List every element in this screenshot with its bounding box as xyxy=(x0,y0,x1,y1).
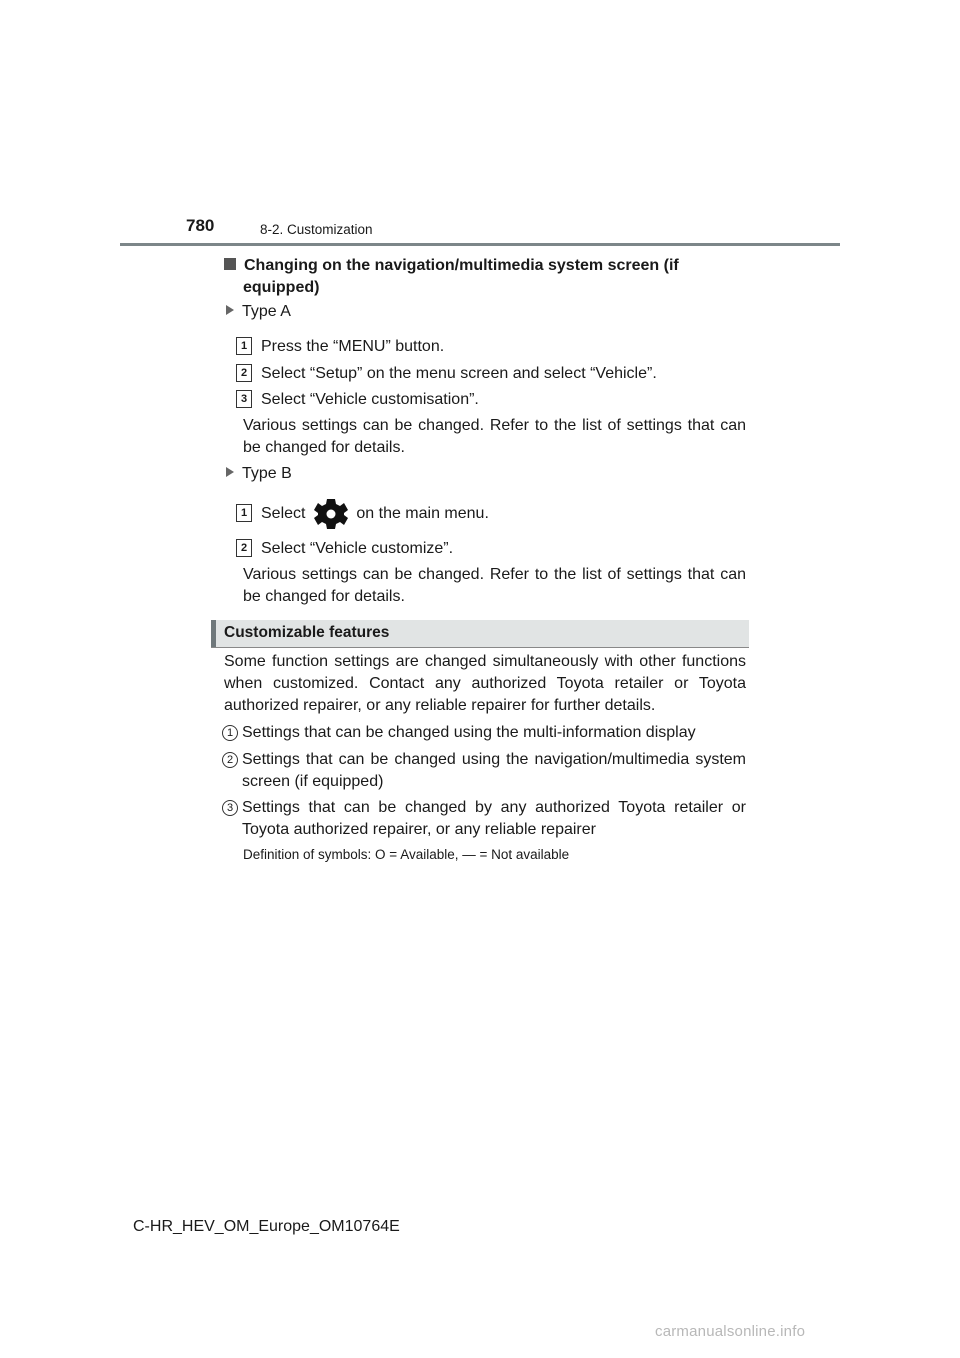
triangle-bullet-icon xyxy=(226,305,234,315)
step-text-after: on the main menu. xyxy=(356,505,489,523)
feature-item-2 xyxy=(222,749,746,793)
type-b-step-2 xyxy=(236,538,453,560)
type-b-label xyxy=(226,465,292,483)
feature-item-text: Settings that can be changed using the navigation/multimedia system screen (if equipped) xyxy=(242,751,746,790)
feature-item-text: Settings that can be changed using the multi-information display xyxy=(242,724,696,741)
step-number-badge: 2 xyxy=(236,539,252,557)
circle-number-badge: 2 xyxy=(222,752,238,768)
feature-item-text: Settings that can be changed by any authorized Toyota retailer or Toyota authorized repairer, or any reliable repairer xyxy=(242,799,746,838)
symbol-definition: Definition of symbols: O = Available, — = Not available xyxy=(243,847,570,862)
circle-number-badge: 3 xyxy=(222,800,238,816)
document-id: C-HR_HEV_OM_Europe_OM10764E xyxy=(133,1218,400,1235)
step-number-badge: 1 xyxy=(236,337,252,355)
feature-item-1 xyxy=(222,722,746,744)
section-bar-rule xyxy=(211,647,749,648)
step-text: Press the “MENU” button. xyxy=(261,338,445,355)
step-text-before: Select xyxy=(261,505,306,523)
step-number-badge: 3 xyxy=(236,390,252,408)
triangle-bullet-icon xyxy=(226,467,234,477)
circle-number-badge: 1 xyxy=(222,725,238,741)
section-intro: Some function settings are changed simultaneously with other functions when customized. Contact any authorized Toyota retailer or Toyota authorized repairer, or any reliable repairer for further details. xyxy=(224,653,746,714)
watermark: carmanualsonline.info xyxy=(655,1323,806,1340)
block-heading-line1: Changing on the navigation/multimedia system screen (if xyxy=(244,257,679,274)
feature-item-3 xyxy=(222,797,746,841)
block-heading-line2: equipped) xyxy=(243,279,320,296)
type-a-step-3 xyxy=(236,389,479,411)
block-heading xyxy=(224,255,746,299)
section-title: Customizable features xyxy=(224,624,390,641)
step-number-badge: 1 xyxy=(236,504,252,522)
section-bar-accent xyxy=(211,620,216,647)
type-a-label xyxy=(226,303,291,321)
section-title-bar xyxy=(211,620,749,647)
step-number-badge: 2 xyxy=(236,364,252,382)
page-number: 780 xyxy=(186,216,215,235)
header-rule xyxy=(120,243,840,246)
type-b-step-1 xyxy=(236,497,489,531)
step-text: Select “Setup” on the menu screen and select “Vehicle”. xyxy=(261,365,657,382)
step-text: Select “Vehicle customize”. xyxy=(261,540,454,557)
section-label: 8-2. Customization xyxy=(260,222,373,237)
square-bullet-icon xyxy=(224,258,236,270)
gear-icon xyxy=(314,497,348,531)
type-a-step-2 xyxy=(236,363,657,385)
type-a-step-1 xyxy=(236,336,444,358)
type-b-label-text: Type B xyxy=(242,465,292,482)
step-text: Select “Vehicle customisation”. xyxy=(261,391,479,408)
type-b-note: Various settings can be changed. Refer to the list of settings that can be changed for details. xyxy=(243,566,746,605)
type-a-label-text: Type A xyxy=(242,303,291,320)
type-a-note: Various settings can be changed. Refer to the list of settings that can be changed for details. xyxy=(243,417,746,456)
